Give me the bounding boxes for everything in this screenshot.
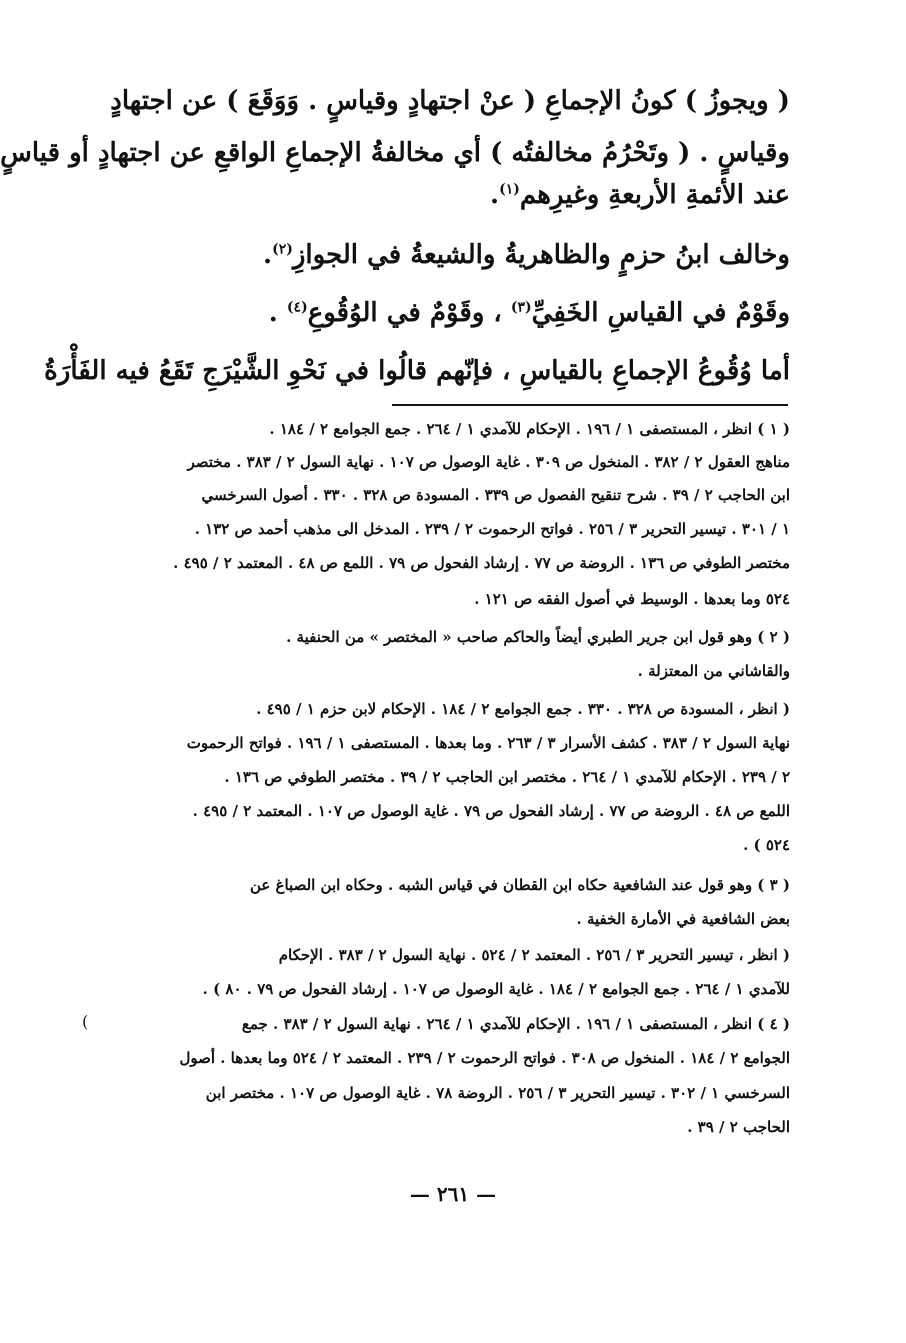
footnote-line-2: مناهج العقول ٢ / ٣٨٢ . المنخول ص ٣٠٩ . غاية الوصول ص ١٠٧ . نهاية السول ٢ / ٣٨٣ . مختصر (187, 453, 790, 471)
main-text-line-5-part-b: ، وقَوْمٌ في الوُقُوعِ (307, 298, 502, 328)
footnote-line-16: ( انظر ، تيسير التحرير ٣ / ٢٥٦ . المعتمد ٢ / ٥٢٤ . نهاية السول ٢ / ٣٨٣ . الإحكام (278, 946, 790, 964)
main-text-line-1: ( ويجوزُ ) كونُ الإجماعِ ( عنْ اجتهادٍ وقياسٍ . وَوَقَعَ ) عن اجتهادٍ (110, 86, 790, 116)
footnote-line-5: مختصر الطوفي ص ١٣٦ . الروضة ص ٧٧ . إرشاد الفحول ص ٧٩ . اللمع ص ٤٨ . المعتمد ٢ / ٤٩٥ . (173, 554, 790, 572)
footnote-line-10: نهاية السول ٢ / ٣٨٣ . كشف الأسرار ٣ / ٢٦٣ . وما بعدها . المستصفى ١ / ١٩٦ . فواتح الرحموت (186, 734, 790, 752)
margin-mark: ( (82, 1012, 89, 1031)
page-number: — ٢٦١ — (409, 1182, 497, 1206)
footnote-line-9: ( انظر ، المسودة ص ٣٢٨ . ٣٣٠ . جمع الجوامع ٢ / ١٨٤ . الإحكام لابن حزم ١ / ٤٩٥ . (256, 700, 790, 718)
footnote-line-6: ٥٢٤ وما بعدها . الوسيط في أصول الفقه ص ١٢١ . (474, 590, 790, 608)
footnote-line-20: السرخسي ١ / ٣٠٢ . تيسير التحرير ٣ / ٢٥٦ . الروضة ٧٨ . غاية الوصول ص ١٠٧ . مختصر ابن (205, 1084, 790, 1102)
footnote-line-8: والقاشاني من المعتزلة . (637, 662, 790, 680)
footnote-line-19: الجوامع ٢ / ١٨٤ . المنخول ص ٣٠٨ . فواتح الرحموت ٢ / ٢٣٩ . المعتمد ٢ / ٥٢٤ وما بعدها . أصول (179, 1049, 790, 1067)
footnote-line-18: ( ٤ ) انظر ، المستصفى ١ / ١٩٦ . الإحكام للآمدي ١ / ٢٦٤ . نهاية السول ٢ / ٣٨٣ . جمع (241, 1015, 790, 1033)
footnote-line-11: ٢ / ٢٣٩ . الإحكام للآمدي ١ / ٢٦٤ . مختصر ابن الحاجب ٢ / ٣٩ . مختصر الطوفي ص ١٣٦ . (224, 768, 790, 786)
main-text-line-4 (90, 240, 790, 270)
main-text-line-5-end: . (268, 298, 278, 328)
main-text-line-4-end: . (263, 240, 273, 270)
footnote-line-13: ٥٢٤ ) . (743, 836, 790, 854)
main-text-line-6: أما وُقُوعُ الإجماعِ بالقياسِ ، فإنّهم قالُوا في نَحْوِ الشَّيْرَجِ تَقَعُ فيه الفَأْرَةُ (44, 356, 790, 386)
main-text-line-5-part-a: وقَوْمٌ في القياسِ الخَفِيِّ (531, 298, 790, 328)
footnote-ref-3: (٣) (510, 299, 532, 316)
footnote-line-7: ( ٢ ) وهو قول ابن جرير الطبري أيضاً والحاكم صاحب « المختصر » من الحنفية . (286, 628, 790, 646)
footnote-separator (392, 404, 788, 406)
footnote-line-12: اللمع ص ٤٨ . الروضة ص ٧٧ . إرشاد الفحول ص ٧٩ . غاية الوصول ص ١٠٧ . المعتمد ٢ / ٤٩٥ . (192, 802, 790, 820)
main-text-line-4-body: وخالف ابنُ حزمٍ والظاهريةُ والشيعةُ في الجوازِ (292, 240, 790, 270)
main-text-line-2: وقياسٍ . ( وتَحْرُمُ مخالفتُه ) أي مخالفةُ الإجماعِ الواقعِ عن اجتهادٍ أو قياسٍ (0, 138, 790, 168)
footnote-ref-2: (٢) (272, 241, 293, 258)
footnote-line-14: ( ٣ ) وهو قول عند الشافعية حكاه ابن القطان في قياس الشبه . وحكاه ابن الصباغ عن (249, 876, 790, 894)
footnote-ref-1: (١) (499, 181, 520, 198)
main-text-line-3 (90, 180, 790, 210)
main-text-line-3-end: . (490, 180, 500, 210)
footnote-line-1: ( ١ ) انظر ، المستصفى ١ / ١٩٦ . الإحكام للآمدي ١ / ٢٦٤ . جمع الجوامع ٢ / ١٨٤ . (269, 420, 790, 438)
footnote-line-4: ١ / ٣٠١ . تيسير التحرير ٣ / ٢٥٦ . فواتح الرحموت ٢ / ٢٣٩ . المدخل الى مذهب أحمد ص ١٣٢ . (194, 520, 790, 538)
footnote-line-21: الحاجب ٢ / ٣٩ . (687, 1118, 790, 1136)
footnote-ref-4: (٤) (286, 299, 308, 316)
main-text-line-5 (90, 298, 790, 328)
main-text-line-3-body: عند الأئمةِ الأربعةِ وغيرِهم (519, 180, 790, 210)
footnote-line-3: ابن الحاجب ٢ / ٣٩ . شرح تنقيح الفصول ص ٣٣٩ . المسودة ص ٣٢٨ . ٣٣٠ . أصول السرخسي (201, 486, 790, 504)
footnote-line-17: للآمدي ١ / ٢٦٤ . جمع الجوامع ٢ / ١٨٤ . غاية الوصول ص ١٠٧ . إرشاد الفحول ص ٧٩ . ٨٠ ) . (202, 980, 790, 998)
footnote-line-15: بعض الشافعية في الأمارة الخفية . (576, 910, 790, 928)
